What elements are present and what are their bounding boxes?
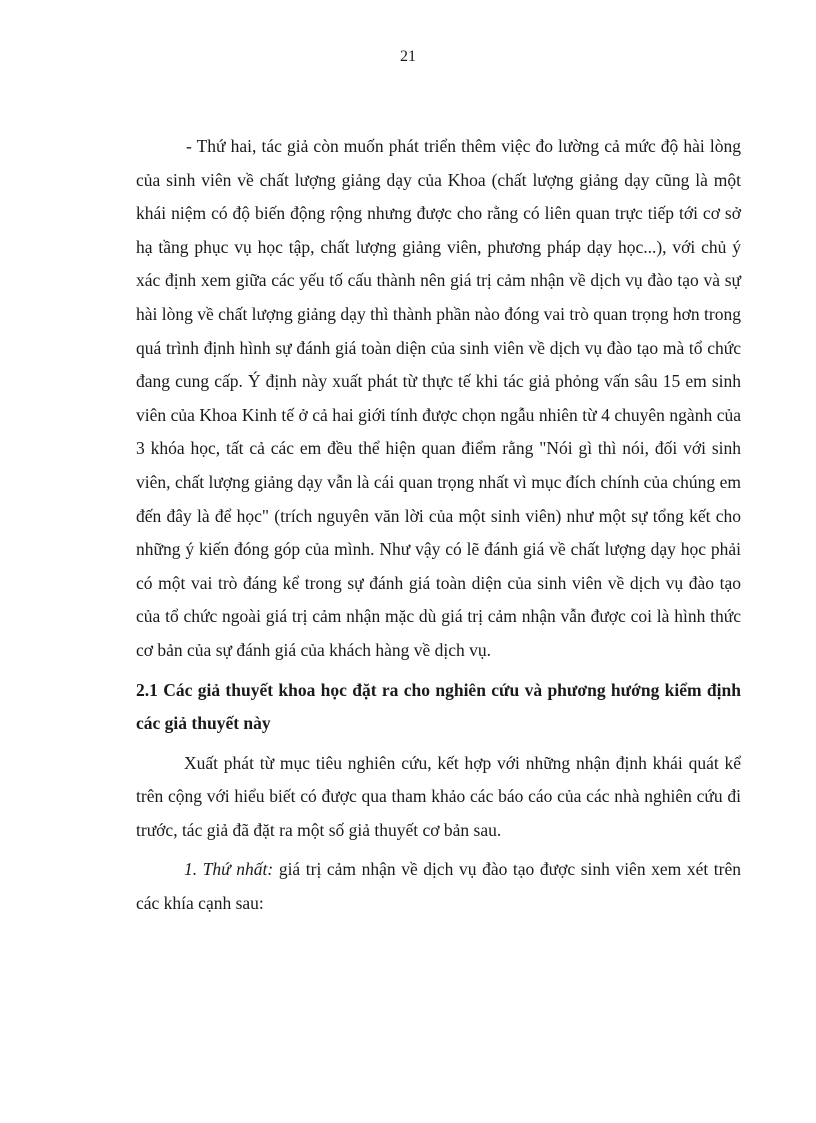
section-heading: 2.1 Các giả thuyết khoa học đặt ra cho nghiên cứu và phương hướng kiểm định các giả thuyết này <box>136 679 741 734</box>
paragraph-research-basis: Xuất phát từ mục tiêu nghiên cứu, kết hợp với những nhận định khái quát kể trên cộng với hiểu biết có được qua tham khảo các báo cáo của các nhà nghiên cứu đi trước, tác giả đã đặt ra một số giả thuyết cơ bản sau. <box>136 752 741 840</box>
paragraph-first-hypothesis <box>136 853 741 920</box>
first-hypothesis-text: giá trị cảm nhận về dịch vụ đào tạo được sinh viên xem xét trên các khía cạnh sau: <box>136 859 742 914</box>
paragraph-second-point: - Thứ hai, tác giả còn muốn phát triển thêm việc đo lường cả mức độ hài lòng của sinh viên về chất lượng giảng dạy của Khoa (chất lượng giảng dạy cũng là một khái niệm có độ biến động rộng nhưng được cho rằng có liên quan trực tiếp tới cơ sở hạ tầng phục vụ học tập, chất lượng giảng viên, phương pháp dạy học...), với chủ ý xác định xem giữa các yếu tố cấu thành nên giá trị cảm nhận về dịch vụ đào tạo và sự hài lòng về chất lượng giảng dạy thì thành phần nào đóng vai trò quan trọng hơn trong quá trình định hình sự đánh giá toàn diện của sinh viên về dịch vụ đào tạo mà tổ chức đang cung cấp. Ý định này xuất phát từ thực tế khi tác giả phỏng vấn sâu 15 em sinh viên của Khoa Kinh tế ở cả hai giới tính được chọn ngẫu nhiên từ 4 chuyên ngành của 3 khóa học, tất cả các em đều thể hiện quan điểm rằng "Nói gì thì nói, đối với sinh viên, chất lượng giảng dạy vẫn là cái quan trọng nhất vì mục đích chính của chúng em đến đây là để học" (trích nguyên văn lời của một sinh viên) như một sự tổng kết cho những ý kiến đóng góp của mình. Như vậy có lẽ đánh giá về chất lượng dạy học phải có một vai trò đáng kể trong sự đánh giá toàn diện của sinh viên về dịch vụ đào tạo của tổ chức ngoài giá trị cảm nhận mặc dù giá trị cảm nhận vẫn được coi là hình thức cơ bản của sự đánh giá của khách hàng về dịch vụ. <box>136 136 741 660</box>
page-number: 21 <box>400 48 416 65</box>
document-body <box>136 130 741 921</box>
first-hypothesis-lead: 1. Thứ nhất: <box>184 859 274 880</box>
